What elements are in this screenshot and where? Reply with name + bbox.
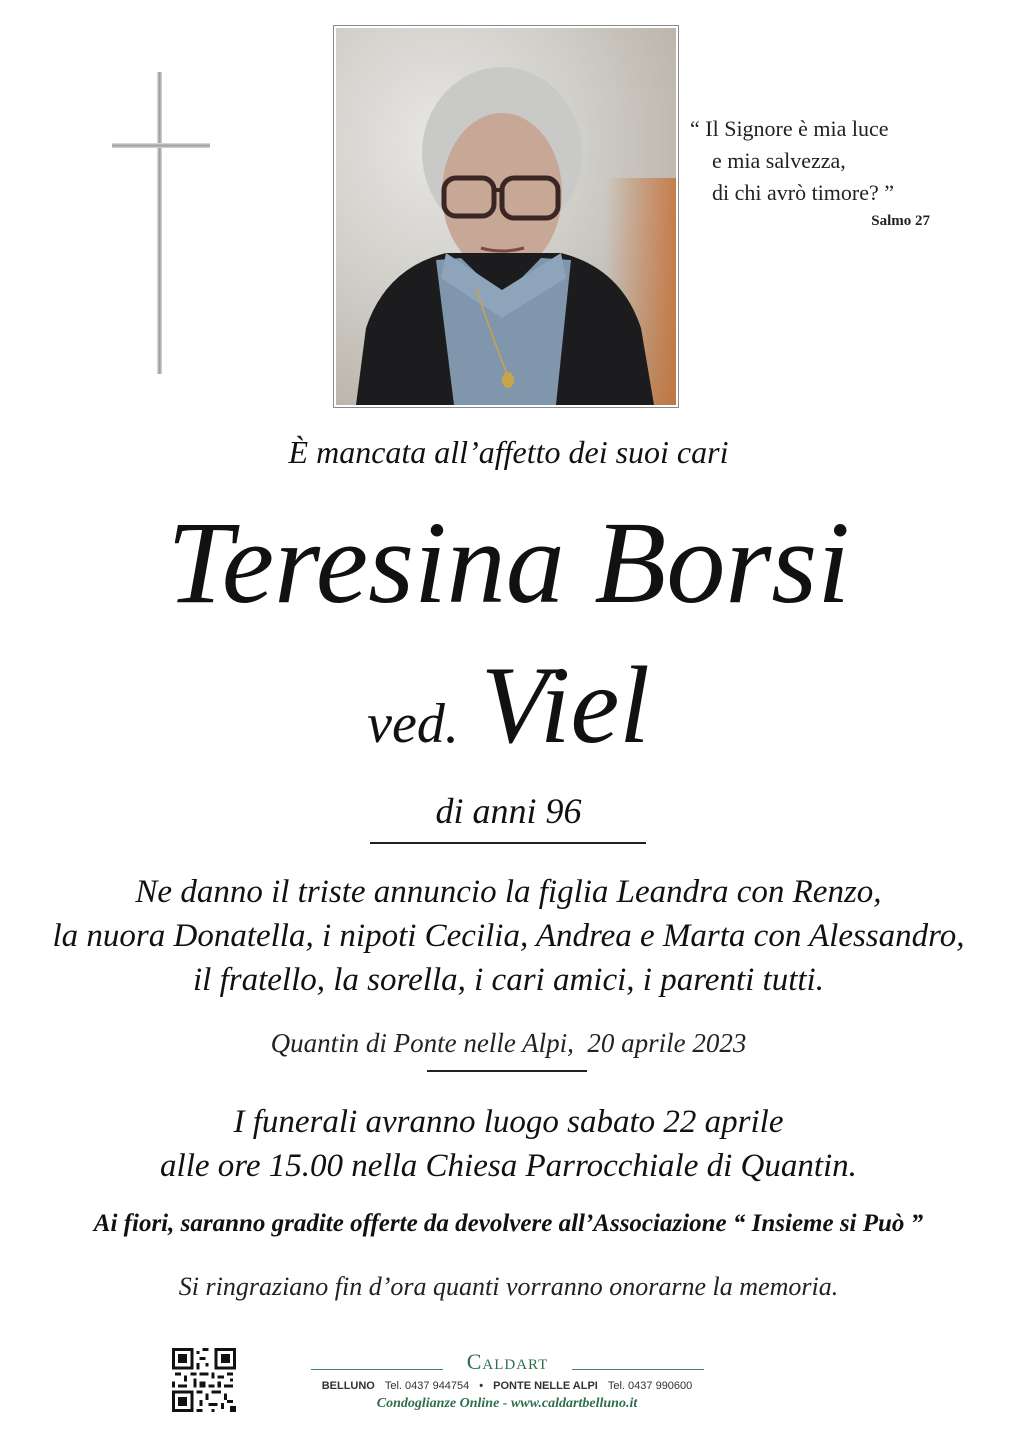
brand-divider-left: [311, 1369, 443, 1370]
portrait-photo-frame: [333, 25, 679, 408]
date: 20 aprile 2023: [587, 1028, 747, 1058]
funeral-line: I funerali avranno luogo sabato 22 aprile: [233, 1104, 784, 1140]
announcement-line: Ne danno il triste annuncio la figlia Leandra con Renzo,: [135, 874, 882, 910]
quote-line-3: di chi avrò timore? ”: [712, 180, 895, 205]
thanks-note: Si ringraziano fin d’ora quanti vorranno onorarne la memoria.: [178, 1272, 839, 1301]
age-divider: [370, 842, 646, 844]
brand-divider-right: [572, 1369, 704, 1370]
quote-line-2: e mia salvezza,: [712, 148, 846, 173]
deceased-name: Teresina Borsi: [167, 497, 850, 628]
flowers-note: Ai fiori, saranno gradite offerte da devolvere all’Associazione “ Insieme si Può ”: [93, 1210, 924, 1237]
psalm-quote: [690, 113, 930, 209]
qr-code-icon[interactable]: [172, 1348, 236, 1412]
ved-prefix: ved.: [367, 693, 459, 755]
married-name: Viel: [480, 644, 650, 766]
subtitle: È mancata all’affetto dei suoi cari: [288, 434, 729, 470]
phone-belluno[interactable]: Tel. 0437 944754: [384, 1380, 470, 1392]
portrait-photo: [336, 28, 676, 405]
funeral-line: alle ore 15.00 nella Chiesa Parrocchiale di Quantin.: [160, 1148, 857, 1184]
separator: •: [479, 1380, 484, 1392]
contacts: [300, 1380, 714, 1392]
cross-icon-bar: [112, 143, 210, 148]
city-belluno: BELLUNO: [321, 1380, 375, 1392]
quote-source: Salmo 27: [871, 213, 930, 229]
announcement-line: la nuora Donatella, i nipoti Cecilia, Andrea e Marta con Alessandro,: [52, 918, 965, 954]
married-name-line: [0, 640, 1017, 789]
quote-line-1: “ Il Signore è mia luce: [690, 116, 889, 141]
brand-logo: Caldart: [466, 1349, 549, 1374]
city-ponte: PONTE NELLE ALPI: [493, 1380, 598, 1392]
online-condolences-link[interactable]: Condoglianze Online - www.caldartbelluno.it: [376, 1396, 638, 1411]
phone-ponte[interactable]: Tel. 0437 990600: [607, 1380, 693, 1392]
age: di anni 96: [435, 791, 582, 831]
place: Quantin di Ponte nelle Alpi,: [270, 1028, 574, 1058]
place-date: [0, 1028, 1017, 1059]
announcement: [0, 870, 1017, 1002]
announcement-line: il fratello, la sorella, i cari amici, i parenti tutti.: [193, 962, 824, 998]
cross-icon: [157, 72, 162, 374]
place-divider: [427, 1070, 587, 1072]
funeral-info: [0, 1100, 1017, 1188]
